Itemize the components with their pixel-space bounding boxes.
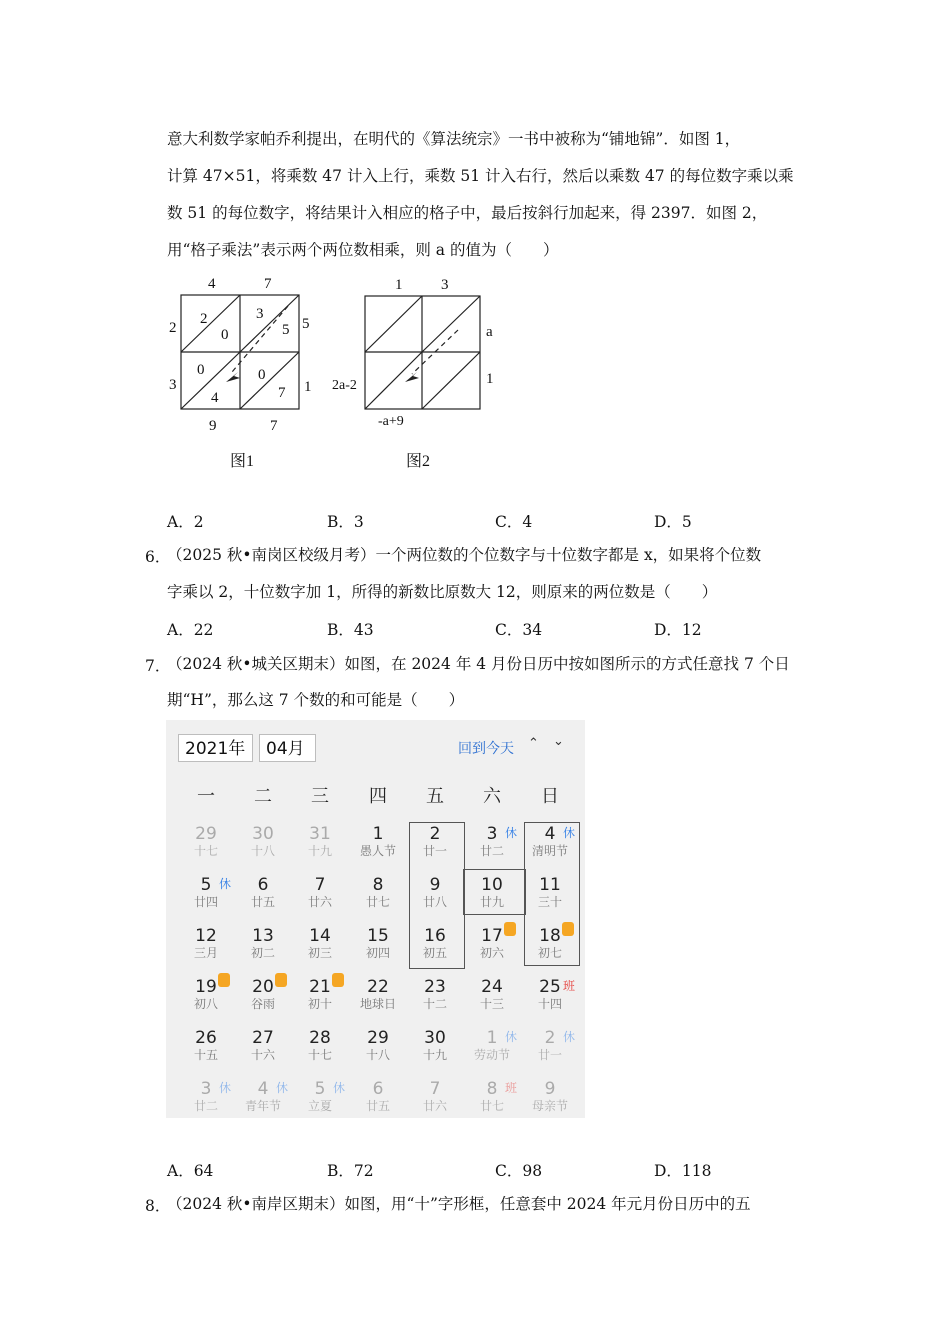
fig1-cell: 4 (211, 390, 219, 406)
back-to-today-link[interactable]: 回到今天 (458, 741, 514, 757)
calendar-day[interactable] (409, 977, 461, 1011)
day-number: 8 (486, 1079, 498, 1099)
lunar-label: 十七 (193, 844, 218, 858)
bus-icon (275, 973, 287, 987)
day-number: 1 (372, 824, 384, 844)
lunar-label: 廿七 (365, 895, 390, 909)
day-number: 31 (309, 824, 331, 844)
option-b: B．72 (327, 1162, 374, 1180)
chevron-up-icon[interactable]: ⌃ (528, 736, 539, 751)
lunar-label: 劳动节 (473, 1048, 510, 1062)
weekday-label: 三 (311, 786, 329, 807)
lunar-label: 初十 (307, 997, 332, 1011)
fig2-right-label: a (486, 324, 493, 340)
calendar-day[interactable] (352, 824, 404, 858)
calendar-day[interactable] (466, 977, 518, 1011)
day-number: 16 (424, 926, 446, 946)
fig1-right-label: 5 (302, 316, 310, 332)
lunar-label: 青年节 (244, 1099, 281, 1113)
question-text-line: （2024 秋•南岸区期末）如图，用“十”字形框，任意套中 2024 年元月份日历中的五 (167, 1195, 751, 1213)
weekday-label: 二 (254, 786, 272, 807)
bus-icon (332, 973, 344, 987)
day-number: 29 (195, 824, 217, 844)
option-b: B．43 (327, 621, 374, 639)
calendar-day[interactable] (294, 824, 346, 858)
calendar-day[interactable] (409, 1079, 461, 1113)
lunar-label: 初八 (193, 997, 218, 1011)
lunar-label: 清明节 (531, 844, 568, 858)
holiday-badge: 休 (219, 1081, 232, 1095)
lunar-label: 十八 (250, 844, 275, 858)
day-number: 19 (195, 977, 217, 997)
lunar-label: 十九 (422, 1048, 447, 1062)
weekday-label: 一 (197, 786, 215, 807)
option-a: A．22 (167, 621, 214, 639)
day-number: 8 (372, 875, 384, 895)
calendar-day[interactable] (352, 1028, 404, 1062)
lunar-label: 谷雨 (250, 997, 275, 1011)
day-number: 11 (539, 875, 561, 895)
option-a: A．2 (167, 513, 204, 531)
calendar-day[interactable] (180, 926, 232, 960)
weekday-label: 日 (541, 786, 559, 807)
fig1-top-label: 7 (264, 276, 272, 292)
lunar-label: 三十 (537, 895, 562, 909)
h-frame-right-column (524, 822, 580, 966)
lunar-label: 廿四 (193, 895, 218, 909)
question-text-line: 字乘以 2，十位数字加 1，所得的新数比原数大 12，则原来的两位数是（ ） (167, 583, 718, 601)
calendar-day[interactable] (409, 1028, 461, 1062)
day-number: 2 (544, 1028, 556, 1048)
day-number: 24 (481, 977, 503, 997)
day-number: 9 (544, 1079, 556, 1099)
fig1-cell: 3 (256, 306, 264, 322)
lunar-label: 十七 (307, 1048, 332, 1062)
option-b: B．3 (327, 513, 364, 531)
day-number: 4 (257, 1079, 269, 1099)
lunar-label: 十四 (537, 997, 562, 1011)
lunar-label: 廿一 (422, 844, 447, 858)
month-select[interactable]: 04月 (259, 734, 316, 762)
calendar-day[interactable] (237, 1028, 289, 1062)
option-c: C．34 (495, 621, 543, 639)
calendar-day[interactable] (352, 1079, 404, 1113)
day-number: 6 (257, 875, 269, 895)
fig2-top-label: 3 (441, 277, 449, 293)
day-number: 26 (195, 1028, 217, 1048)
day-number: 14 (309, 926, 331, 946)
lunar-label: 母亲节 (531, 1099, 568, 1113)
day-number: 2 (429, 824, 441, 844)
lunar-label: 廿六 (422, 1099, 447, 1113)
day-number: 29 (367, 1028, 389, 1048)
fig1-left-label: 2 (169, 320, 177, 336)
question-number: 6． (145, 548, 171, 566)
lunar-label: 初五 (422, 946, 447, 960)
calendar-day[interactable] (237, 824, 289, 858)
calendar-day[interactable] (352, 977, 404, 1011)
day-number: 22 (367, 977, 389, 997)
holiday-badge: 休 (505, 826, 518, 840)
day-number: 13 (252, 926, 274, 946)
calendar-day[interactable] (294, 926, 346, 960)
holiday-badge: 休 (563, 826, 576, 840)
calendar-day[interactable] (180, 824, 232, 858)
question-text-line: 计算 47×51，将乘数 47 计入上行，乘数 51 计入右行，然后以乘数 47 的每位数字乘以乘 (167, 167, 794, 185)
day-number: 21 (309, 977, 331, 997)
fig1-cell: 7 (278, 385, 286, 401)
fig1-bottom-label: 9 (209, 418, 217, 434)
option-c: C．98 (495, 1162, 543, 1180)
lunar-label: 十九 (307, 844, 332, 858)
lunar-label: 三月 (193, 946, 218, 960)
calendar-day[interactable] (524, 1079, 576, 1113)
day-number: 20 (252, 977, 274, 997)
day-number: 10 (481, 875, 503, 895)
fig1-cell: 2 (200, 311, 208, 327)
h-frame-middle (463, 869, 526, 915)
fig2-caption: 图2 (406, 453, 431, 470)
option-d: D．5 (654, 513, 692, 531)
lunar-label: 廿六 (307, 895, 332, 909)
day-number: 7 (314, 875, 326, 895)
fig1-cell: 0 (258, 367, 266, 383)
fig1-right-label: 1 (304, 379, 312, 395)
fig2-bottom-label: -a+9 (378, 414, 404, 429)
fig1-cell: 0 (197, 362, 205, 378)
question-number: 8． (145, 1197, 171, 1215)
day-number: 30 (252, 824, 274, 844)
lunar-label: 廿二 (193, 1099, 218, 1113)
fig1-cell: 5 (282, 322, 290, 338)
day-number: 3 (486, 824, 498, 844)
option-d: D．118 (654, 1162, 712, 1180)
day-number: 7 (429, 1079, 441, 1099)
fig1-cell: 0 (221, 327, 229, 343)
day-number: 28 (309, 1028, 331, 1048)
lunar-label: 初三 (307, 946, 332, 960)
fig1-bottom-label: 7 (270, 418, 278, 434)
lattice-figures (160, 268, 510, 478)
lunar-label: 十三 (479, 997, 504, 1011)
lunar-label: 廿七 (479, 1099, 504, 1113)
day-number: 23 (424, 977, 446, 997)
lunar-label: 十五 (193, 1048, 218, 1062)
lunar-label: 廿五 (365, 1099, 390, 1113)
day-number: 30 (424, 1028, 446, 1048)
calendar-day[interactable] (352, 875, 404, 909)
day-number: 1 (486, 1028, 498, 1048)
lunar-label: 廿一 (537, 1048, 562, 1062)
day-number: 15 (367, 926, 389, 946)
lunar-label: 廿八 (422, 895, 447, 909)
holiday-badge: 休 (333, 1081, 346, 1095)
lunar-label: 初二 (250, 946, 275, 960)
lunar-label: 初四 (365, 946, 390, 960)
holiday-badge: 休 (219, 877, 232, 891)
option-a: A．64 (167, 1162, 214, 1180)
fig2-right-label: 1 (486, 371, 494, 387)
lunar-label: 廿二 (479, 844, 504, 858)
day-number: 3 (200, 1079, 212, 1099)
calendar-day[interactable] (294, 1028, 346, 1062)
lunar-label: 初七 (537, 946, 562, 960)
lunar-label: 愚人节 (359, 844, 396, 858)
calendar-day[interactable] (352, 926, 404, 960)
question-text-line: （2024 秋•城关区期末）如图，在 2024 年 4 月份日历中按如图所示的方式任意找 7 个日 (167, 655, 790, 673)
weekday-label: 五 (426, 786, 444, 807)
fig1-caption: 图1 (230, 453, 255, 470)
fig1-left-label: 3 (169, 377, 177, 393)
day-number: 18 (539, 926, 561, 946)
calendar-day[interactable] (180, 1028, 232, 1062)
day-number: 12 (195, 926, 217, 946)
lunar-label: 初六 (479, 946, 504, 960)
holiday-badge: 休 (563, 1030, 576, 1044)
question-text-line: 期“H”，那么这 7 个数的和可能是（ ） (167, 691, 465, 709)
option-d: D．12 (654, 621, 702, 639)
question-text-line: 数 51 的每位数字，将结果计入相应的格子中，最后按斜行加起来，得 2397．如图 2， (167, 204, 768, 222)
h-frame-left-column (409, 822, 465, 969)
day-number: 5 (314, 1079, 326, 1099)
holiday-badge: 休 (505, 1030, 518, 1044)
lunar-label: 立夏 (307, 1099, 332, 1113)
chevron-down-icon[interactable]: ⌄ (553, 734, 564, 749)
day-number: 25 (539, 977, 561, 997)
fig1-top-label: 4 (208, 276, 216, 292)
question-text-line: （2025 秋•南岗区校级月考）一个两位数的个位数字与十位数字都是 x，如果将个位数 (167, 546, 762, 564)
bus-icon (504, 922, 516, 936)
lunar-label: 十八 (365, 1048, 390, 1062)
fig2-left-label: 2a-2 (332, 378, 357, 393)
day-number: 4 (544, 824, 556, 844)
calendar-widget (166, 720, 585, 1118)
question-text-line: 用“格子乘法”表示两个两位数相乘，则 a 的值为（ ） (167, 241, 559, 259)
question-text-line: 意大利数学家帕乔利提出，在明代的《算法统宗》一书中被称为“铺地锦”．如图 1， (167, 130, 741, 148)
option-c: C．4 (495, 513, 533, 531)
calendar-day[interactable] (294, 875, 346, 909)
lunar-label: 十二 (422, 997, 447, 1011)
lunar-label: 地球日 (359, 997, 396, 1011)
day-number: 27 (252, 1028, 274, 1048)
calendar-day[interactable] (237, 875, 289, 909)
day-number: 17 (481, 926, 503, 946)
workday-badge: 班 (505, 1081, 518, 1095)
holiday-badge: 休 (276, 1081, 289, 1095)
weekday-label: 四 (369, 786, 387, 807)
lunar-label: 廿九 (479, 895, 504, 909)
day-number: 6 (372, 1079, 384, 1099)
year-select[interactable]: 2021年 (178, 734, 253, 762)
workday-badge: 班 (563, 979, 576, 993)
bus-icon (218, 973, 230, 987)
calendar-day[interactable] (237, 926, 289, 960)
day-number: 5 (200, 875, 212, 895)
weekday-label: 六 (483, 786, 501, 807)
fig2-top-label: 1 (395, 277, 403, 293)
lunar-label: 廿五 (250, 895, 275, 909)
arrow-icon (226, 372, 240, 382)
lunar-label: 十六 (250, 1048, 275, 1062)
day-number: 9 (429, 875, 441, 895)
question-number: 7． (145, 657, 171, 675)
